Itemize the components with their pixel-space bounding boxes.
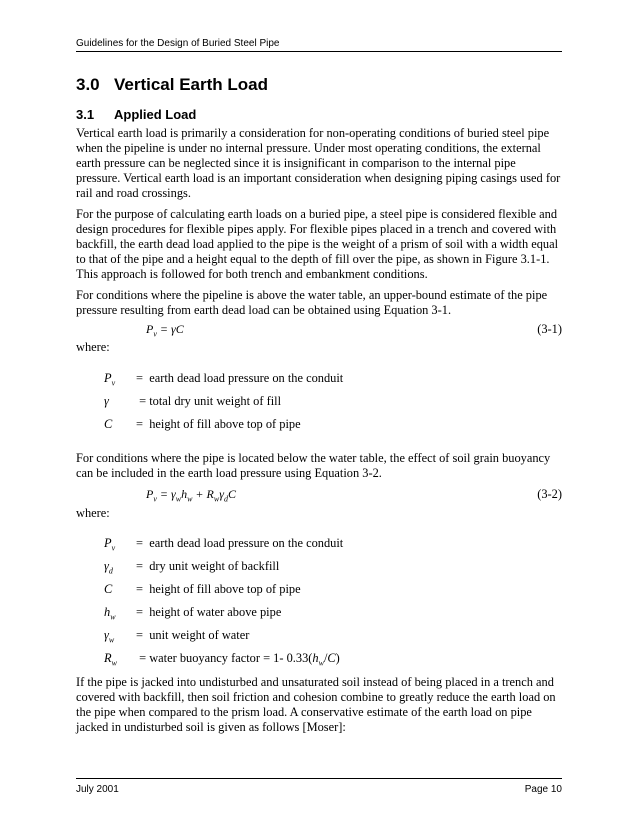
symbol-rw: $R_w$	[104, 651, 117, 668]
equation-3-1-number: (3-1)	[537, 322, 562, 336]
equation-3-2: $P_v = \gamma_wh_w + R_w\gamma_dC$	[146, 487, 236, 504]
definition-gamma-w: $\gamma_w$ = unit weight of water	[104, 628, 250, 645]
paragraph-above-water-table: For conditions where the pipeline is above the water table, an upper-bound estimate of the pipe pressure resulting from earth dead load can be obtained using Equation 3-1.	[76, 288, 548, 317]
symbol-hw: $h_w$	[104, 605, 116, 622]
definition-gamma-d: $\gamma_d$ = dry unit weight of backfill	[104, 559, 280, 576]
footer-rule	[76, 778, 562, 779]
section-number: 3.0	[76, 75, 100, 94]
paragraph-jacked-pipe: If the pipe is jacked into undisturbed and unsaturated soil instead of being placed in a trench and covered with backfill, then soil friction and cohesion combine to greatly reduce the earth load on the pipe when compared to the prism load. A conservative estimate of the earth load on pipe jacked in undisturbed soil is given as follows [Moser]:	[76, 675, 556, 734]
definition-rw: $R_w$ = water buoyancy factor = 1- $0.33(h_w/C)$	[104, 651, 340, 668]
symbol-pv: $P_v$	[104, 371, 116, 388]
header-rule	[76, 51, 562, 52]
paragraph-intro: Vertical earth load is primarily a consideration for non-operating conditions of buried steel pipe when the pipeline is under no internal pressure. Under most operating conditions, the external earth pressure can be neglected since it is insignificant in comparison to the internal pipe pressure. Vertical earth load is an important consideration when designing piping casings used for rail and road crossings.	[76, 126, 561, 200]
subsection-heading	[76, 107, 196, 122]
symbol-c: C	[104, 417, 113, 431]
symbol-pv-2: $P_v$	[104, 536, 116, 553]
section-title: Vertical Earth Load	[114, 75, 268, 94]
definition-pv: $P_v$ = earth dead load pressure on the conduit	[104, 371, 344, 388]
symbol-gamma-d: $\gamma_d$	[104, 559, 113, 576]
equation-3-2-number: (3-2)	[537, 487, 562, 501]
symbol-gamma-w: $\gamma_w$	[104, 628, 115, 645]
where-label-1: where:	[76, 340, 110, 354]
paragraph-below-water-table: For conditions where the pipe is located below the water table, the effect of soil grain buoyancy can be included in the earth load pressure using Equation 3-2.	[76, 451, 551, 480]
footer-date: July 2001	[76, 784, 119, 795]
paragraph-flexible-pipe: For the purpose of calculating earth loads on a buried pipe, a steel pipe is considered flexible and design procedures for flexible pipes apply. For flexible pipes placed in a trench and covered with backfill, the earth dead load applied to the pipe is the weight of a prism of soil with a width equal to that of the pipe and a height equal to the depth of fill over the pipe, as shown in Figure 3.1-1. This approach is followed for both trench and embankment conditions.	[76, 207, 559, 281]
definition-gamma: γ = total dry unit weight of fill	[104, 394, 282, 408]
definition-hw: $h_w$ = height of water above pipe	[104, 605, 282, 622]
equation-3-1: $P_v = \gamma C$	[146, 322, 184, 339]
subsection-title: Applied Load	[114, 107, 197, 122]
section-heading	[76, 75, 268, 95]
footer-page-number: Page 10	[524, 784, 562, 795]
where-label-2: where:	[76, 506, 110, 520]
symbol-gamma: γ	[104, 394, 109, 408]
symbol-c-2: C	[104, 582, 113, 596]
subsection-number: 3.1	[76, 107, 95, 122]
definition-c-2: C = height of fill above top of pipe	[104, 582, 301, 596]
definition-pv-2: $P_v$ = earth dead load pressure on the conduit	[104, 536, 344, 553]
definition-c: C = height of fill above top of pipe	[104, 417, 301, 431]
running-header: Guidelines for the Design of Buried Steel Pipe	[76, 38, 280, 49]
